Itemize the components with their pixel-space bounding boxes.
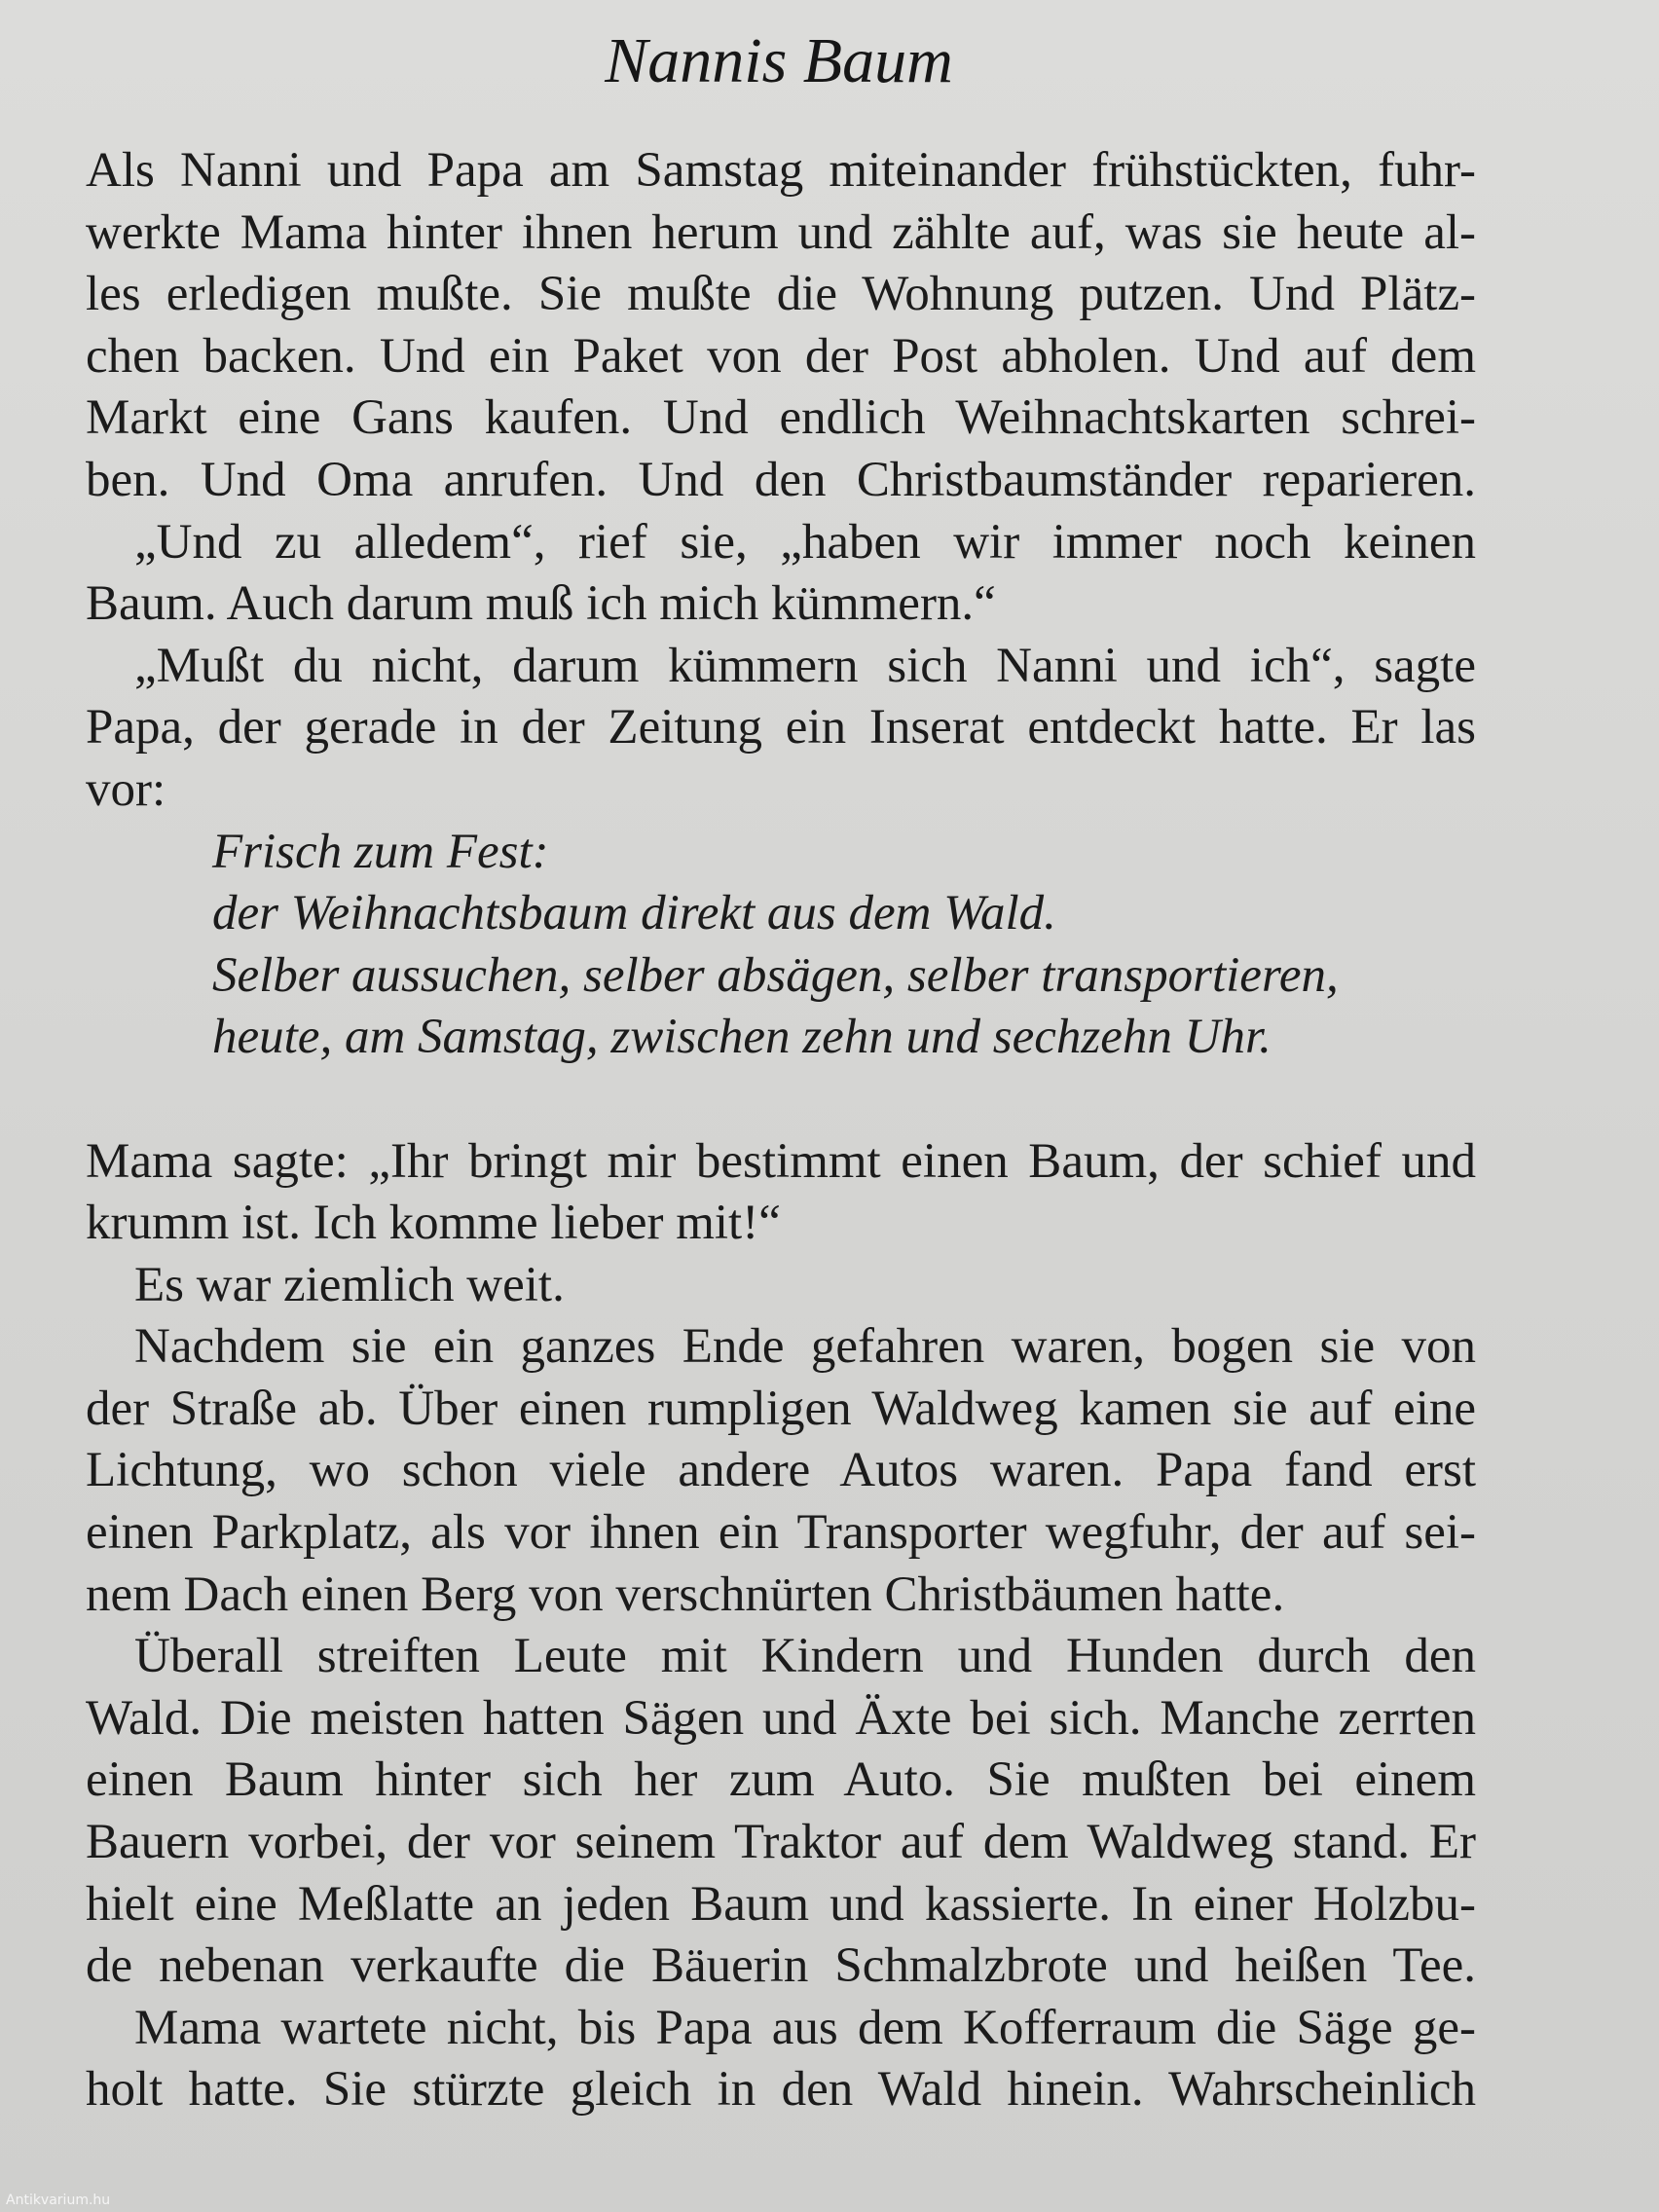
text-line: holt hatte. Sie stürzte gleich in den Wald hinein. Wahrscheinlich	[86, 2062, 1476, 2118]
text-line: Papa, der gerade in der Zeitung ein Inserat entdeckt hatte. Er las	[86, 700, 1476, 756]
text-line: Mama sagte: „Ihr bringt mir bestimmt einen Baum, der schief und	[86, 1133, 1476, 1189]
story-text	[86, 140, 1476, 2121]
text-line: les erledigen mußte. Sie mußte die Wohnung putzen. Und Plätz-	[86, 267, 1476, 322]
blank-line	[86, 1069, 1476, 1131]
text-line: Überall streiften Leute mit Kindern und Hunden durch den	[134, 1629, 1476, 1684]
text-line: Mama wartete nicht, bis Papa aus dem Kofferraum die Säge ge-	[134, 2000, 1476, 2055]
text-line: nem Dach einen Berg von verschnürten Christbäumen hatte.	[86, 1567, 1285, 1622]
text-line: hielt eine Meßlatte an jeden Baum und kassierte. In einer Holzbu-	[86, 1876, 1476, 1932]
text-line: chen backen. Und ein Paket von der Post abholen. Und auf dem	[86, 328, 1476, 384]
page-title: Nannis Baum	[605, 25, 953, 96]
text-line: Als Nanni und Papa am Samstag miteinander frühstückten, fuhr-	[86, 143, 1476, 198]
text-line: werkte Mama hinter ihnen herum und zählte auf, was sie heute al-	[86, 204, 1476, 260]
text-line: einen Parkplatz, als vor ihnen ein Transporter wegfuhr, der auf sei-	[86, 1505, 1476, 1561]
advert-line: Selber aussuchen, selber absägen, selber transportieren,	[212, 947, 1339, 1003]
advert-line: der Weihnachtsbaum direkt aus dem Wald.	[212, 886, 1056, 941]
text-line: Es war ziemlich weit.	[134, 1257, 565, 1312]
text-line: ben. Und Oma anrufen. Und den Christbaumständer reparieren.	[86, 452, 1476, 507]
text-line: „Und zu alledem“, rief sie, „haben wir immer noch keinen	[134, 514, 1476, 570]
advert-line: heute, am Samstag, zwischen zehn und sechzehn Uhr.	[212, 1010, 1272, 1065]
text-line: einen Baum hinter sich her zum Auto. Sie mußten bei einem	[86, 1752, 1476, 1808]
text-line: „Mußt du nicht, darum kümmern sich Nanni und ich“, sagte	[134, 638, 1476, 693]
text-line: Baum. Auch darum muß ich mich kümmern.“	[86, 576, 996, 632]
text-line: de nebenan verkaufte die Bäuerin Schmalzbrote und heißen Tee.	[86, 1938, 1476, 1994]
text-line: krumm ist. Ich komme lieber mit!“	[86, 1196, 781, 1251]
watermark: Antikvarium.hu	[6, 2193, 111, 2208]
text-line: Lichtung, wo schon viele andere Autos waren. Papa fand erst	[86, 1443, 1476, 1498]
text-line: Nachdem sie ein ganzes Ende gefahren waren, bogen sie von	[134, 1319, 1476, 1375]
text-line: der Straße ab. Über einen rumpligen Waldweg kamen sie auf eine	[86, 1381, 1476, 1436]
text-line: vor:	[86, 761, 166, 817]
advert-line: Frisch zum Fest:	[212, 824, 549, 879]
text-line: Bauern vorbei, der vor seinem Traktor auf dem Waldweg stand. Er	[86, 1815, 1476, 1870]
text-line: Wald. Die meisten hatten Sägen und Äxte bei sich. Manche zerrten	[86, 1690, 1476, 1746]
text-line: Markt eine Gans kaufen. Und endlich Weihnachtskarten schrei-	[86, 390, 1476, 446]
